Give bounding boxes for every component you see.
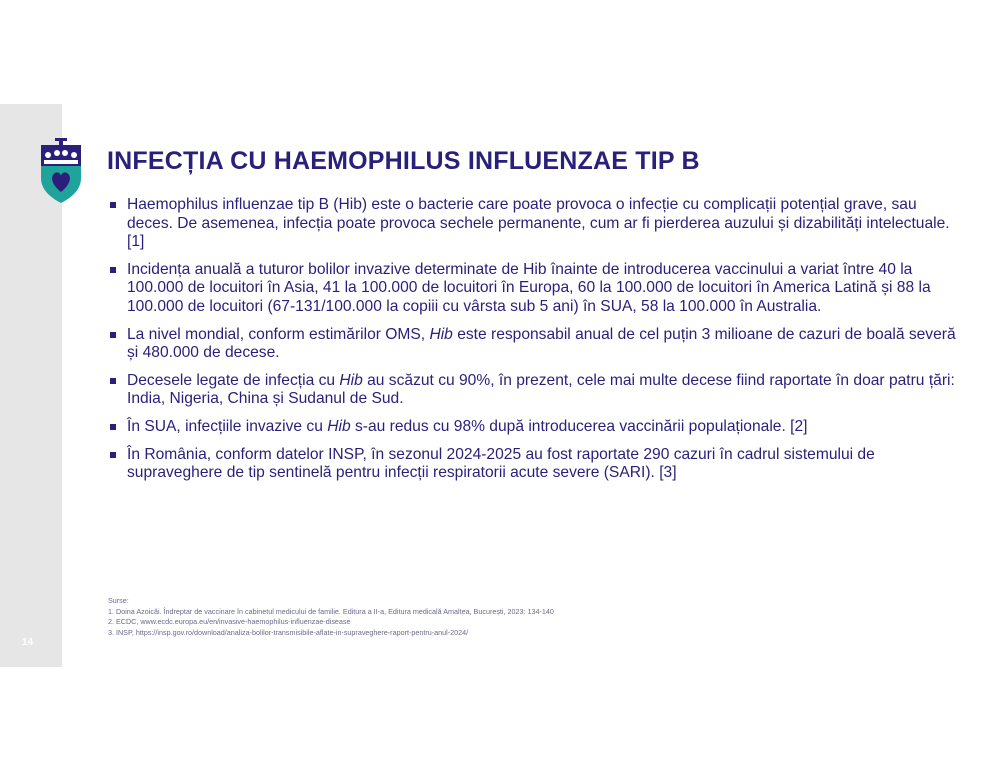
source-item: 1. Doina Azoicăi. Îndreptar de vaccinare în cabinetul medicului de familie. Editura a II-a, Editura medicală Amaltea, București, 2023: 134-140 — [108, 606, 554, 616]
source-item: 3. INSP, https://insp.gov.ro/download/analiza-bolilor-transmisibile-aflate-in-supraveghere-raport-pentru-anul-2024/ — [108, 627, 469, 637]
page-number: 14 — [22, 637, 34, 648]
hib-term: Hib — [339, 371, 363, 389]
bullet-item: Haemophilus influenzae tip B (Hib) este o bacterie care poate provoca o infecție cu complicații potențial grave, sau deces. De asemenea, infecția poate provoca sechele permanente, cum ar fi pierderea auzului și dizabilități intelectuale. [1] — [110, 196, 960, 252]
bullet-item: Incidența anuală a tuturor bolilor invazive determinate de Hib înainte de introducerea vaccinului a variat între 40 la 100.000 de locuitori în Asia, 41 la 100.000 de locuitori în Europa, 60 la 100.000 de locuitori în America Latină și 88 la 100.000 de locuitori (67-131/100.000 la copiii cu vârsta sub 5 ani) în SUA, 58 la 100.000 în Australia. — [110, 261, 960, 317]
page-title: INFECȚIA CU HAEMOPHILUS INFLUENZAE TIP B — [107, 147, 700, 175]
sources — [108, 596, 554, 638]
bullet-item: În România, conform datelor INSP, în sezonul 2024-2025 au fost raportate 290 cazuri în cadrul sistemului de supraveghere de tip sentinelă pentru infecții respiratorii acute severe (SARI). [3] — [110, 446, 960, 483]
source-item: 2. ECDC, www.ecdc.europa.eu/en/invasive-haemophilus-influenzae-disease — [108, 617, 351, 626]
slide — [0, 104, 1000, 667]
hib-term: Hib — [327, 417, 351, 435]
shield-logo-icon — [38, 138, 84, 204]
bullet-list — [110, 196, 960, 492]
sources-heading: Surse: — [108, 596, 129, 605]
bullet-item: La nivel mondial, conform estimărilor OMS, Hib este responsabil anual de cel puțin 3 milioane de cazuri de boală severă și 480.000 de decese. — [110, 326, 960, 363]
bullet-item: Decesele legate de infecția cu Hib au scăzut cu 90%, în prezent, cele mai multe decese fiind raportate în doar patru țări: India, Nigeria, China și Sudanul de Sud. — [110, 372, 960, 409]
hib-term: Hib — [429, 325, 453, 343]
bullet-item: În SUA, infecțiile invazive cu Hib s-au redus cu 98% după introducerea vaccinării populaționale. [2] — [110, 418, 960, 437]
